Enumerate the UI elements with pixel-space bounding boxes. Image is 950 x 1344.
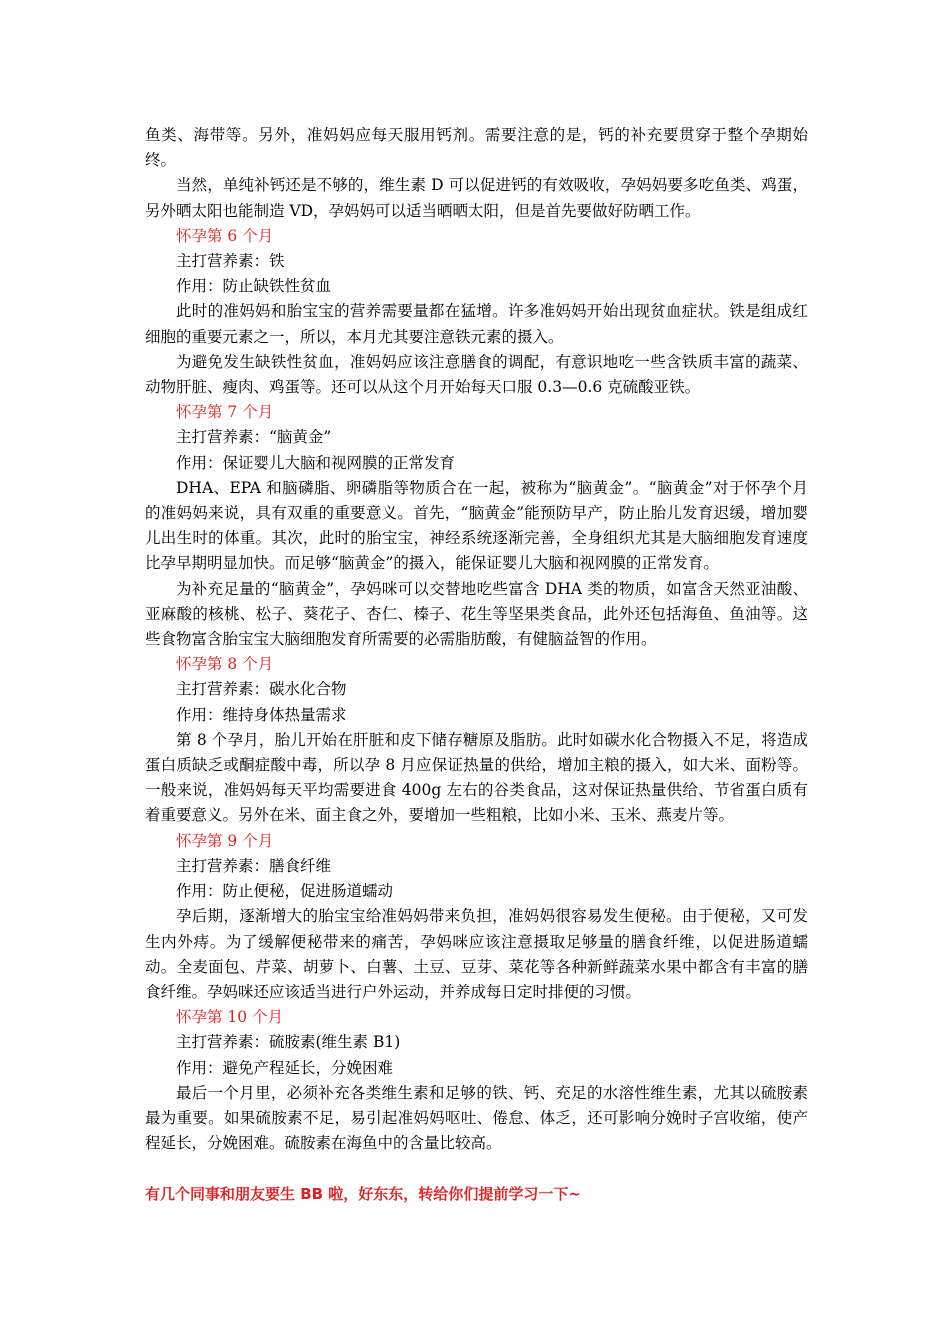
heading-month-6: 怀孕第 6 个月 (176, 226, 274, 245)
paragraph-month-8: 第 8 个孕月，胎儿开始在肝脏和皮下储存糖原及脂肪。此时如碳水化合物摄入不足，将造成蛋白质缺乏或酮症酸中毒，所以孕 8 月应保证热量的供给，增加主粮的摄入，如大米、面粉等。一般来说，准妈妈每天平均需要进食 400g 左右的谷类食品，这对保证热量供给、节省蛋白质有着重要意义。另外在米、面主食之外，要增加一些粗粮，比如小米、玉米、燕麦片等。 (145, 730, 808, 825)
nutrient-month-6: 主打营养素：铁 (176, 252, 285, 271)
heading-month-9: 怀孕第 9 个月 (176, 831, 274, 850)
paragraph-month-7-b: 为补充足量的“脑黄金”，孕妈咪可以交替地吃些富含 DHA 类的物质，如富含天然亚油酸、亚麻酸的核桃、松子、葵花子、杏仁、榛子、花生等坚果类食品，此外还包括海鱼、鱼油等。这些食物富含胎宝宝大脑细胞发育所需要的必需脂肪酸，有健脑益智的作用。 (145, 579, 808, 649)
closing-note: 有几个同事和朋友要生 BB 啦，好东东，转给你们提前学习一下~ (145, 1185, 581, 1204)
paragraph-vitamin-d: 当然，单纯补钙还是不够的，维生素 D 可以促进钙的有效吸收，孕妈妈要多吃鱼类、鸡蛋，另外晒太阳也能制造 VD，孕妈妈可以适当晒晒太阳，但是首先要做好防晒工作。 (145, 176, 808, 220)
paragraph-month-6-a: 此时的准妈妈和胎宝宝的营养需要量都在猛增。许多准妈妈开始出现贫血症状。铁是组成红细胞的重要元素之一，所以，本月尤其要注意铁元素的摄入。 (145, 302, 808, 346)
heading-month-7: 怀孕第 7 个月 (176, 403, 274, 422)
effect-month-8: 作用：维持身体热量需求 (176, 705, 347, 724)
effect-month-9: 作用：防止便秘，促进肠道蠕动 (176, 882, 394, 901)
paragraph-month-7-a: DHA、EPA 和脑磷脂、卵磷脂等物质合在一起，被称为“脑黄金”。“脑黄金”对于怀孕个月的准妈妈来说，具有双重的重要意义。首先，“脑黄金”能预防早产，防止胎儿发育迟缓，增加婴儿出生时的体重。其次，此时的胎宝宝，神经系统逐渐完善，全身组织尤其是大脑细胞发育速度比孕早期明显加快。而足够“脑黄金”的摄入，能保证婴儿大脑和视网膜的正常发育。 (145, 478, 808, 573)
effect-month-7: 作用：保证婴儿大脑和视网膜的正常发育 (176, 453, 456, 472)
nutrient-month-7: 主打营养素：“脑黄金” (176, 428, 332, 447)
nutrient-month-9: 主打营养素：膳食纤维 (176, 856, 332, 875)
paragraph-calcium-end: 鱼类、海带等。另外，准妈妈应每天服用钙剂。需要注意的是，钙的补充要贯穿于整个孕期始终。 (145, 126, 808, 170)
nutrient-month-10: 主打营养素：硫胺素(维生素 B1) (176, 1033, 401, 1052)
paragraph-month-9: 孕后期，逐渐增大的胎宝宝给准妈妈带来负担，准妈妈很容易发生便秘。由于便秘，又可发生内外痔。为了缓解便秘带来的痛苦，孕妈咪应该注意摄取足够量的膳食纤维，以促进肠道蠕动。全麦面包、芹菜、胡萝卜、白薯、土豆、豆芽、菜花等各种新鲜蔬菜水果中都含有丰富的膳食纤维。孕妈咪还应该适当进行户外运动，并养成每日定时排便的习惯。 (145, 907, 808, 1001)
effect-month-6: 作用：防止缺铁性贫血 (176, 277, 332, 296)
document-body (145, 123, 808, 1208)
heading-month-8: 怀孕第 8 个月 (176, 655, 274, 674)
paragraph-month-10: 最后一个月里，必须补充各类维生素和足够的铁、钙、充足的水溶性维生素，尤其以硫胺素最为重要。如果硫胺素不足，易引起准妈妈呕吐、倦怠、体乏，还可影响分娩时子宫收缩，使产程延长，分娩困难。硫胺素在海鱼中的含量比较高。 (145, 1083, 808, 1153)
nutrient-month-8: 主打营养素：碳水化合物 (176, 680, 347, 699)
paragraph-month-6-b: 为避免发生缺铁性贫血，准妈妈应该注意膳食的调配，有意识地吃一些含铁质丰富的蔬菜、动物肝脏、瘦肉、鸡蛋等。还可以从这个月开始每天口服 0.3—0.6 克硫酸亚铁。 (145, 352, 808, 397)
effect-month-10: 作用：避免产程延长，分娩困难 (176, 1058, 394, 1077)
heading-month-10: 怀孕第 10 个月 (176, 1008, 284, 1027)
